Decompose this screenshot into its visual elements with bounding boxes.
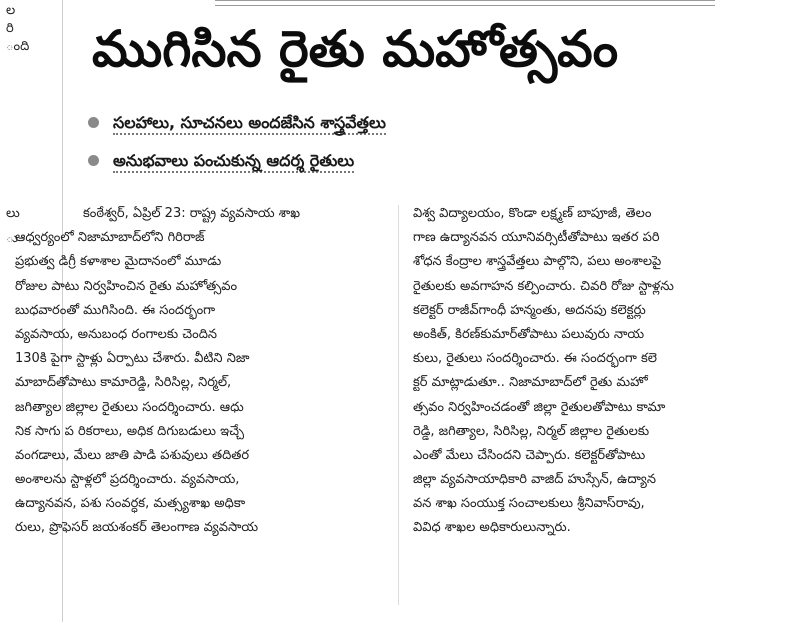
adjacent-text-fragment: ంది xyxy=(6,39,30,54)
body-line: క్టర్ మాట్లాడుతూ.. నిజామాబాద్‌లో రైతు మహో xyxy=(413,375,648,391)
article-body-right-column xyxy=(413,202,778,541)
subhead-text: అనుభవాలు పంచుకున్న ఆదర్శ రైతులు xyxy=(113,151,354,173)
body-line: అంకిత్, కిరణ్‌కుమార్‌తోపాటు పలువురు నాయ xyxy=(413,326,645,342)
body-line: మాబాద్‌తోపాటు కామారెడ్డి, సిరిసిల్ల, నిర్మల్, xyxy=(15,375,232,391)
body-line: విశ్వ విద్యాలయం, కొండా లక్ష్మణ్ బాపూజీ, తెలం xyxy=(413,206,652,221)
body-line: వంగడాలు, మేలు జాతి పాడి పశువులు తదితర xyxy=(15,447,250,463)
body-line: జగిత్యాల జిల్లాల రైతులు సందర్శించారు. ఆధు xyxy=(15,399,244,415)
body-line: వివిధ శాఖల అధికారులున్నారు. xyxy=(413,520,571,536)
body-line: ప్రభుత్వ డిగ్రీ కళాశాల మైదానంలో మూడు xyxy=(15,254,222,270)
subhead-1 xyxy=(88,110,386,136)
adjacent-text-fragment: లు xyxy=(6,206,20,221)
body-line: వన శాఖ సంయుక్త సంచాలకులు శ్రీనివాస్‌రావు, xyxy=(413,496,645,512)
article-body-left-column xyxy=(15,202,380,541)
adjacent-text-fragment: ు xyxy=(6,231,19,246)
body-line: రోజుల పాటు నిర్వహించిన రైతు మహోత్సవం xyxy=(15,278,238,294)
adjacent-text-fragment: రి xyxy=(6,21,14,36)
body-line: జిల్లా వ్యవసాయాధికారి వాజిద్ హుస్సేన్, ఉద్యాన xyxy=(413,472,657,488)
body-line: ఎంతో మేలు చేసిందని చెప్పారు. కలెక్టర్‌తోపాటు xyxy=(413,447,646,463)
body-line: రైతులకు అవగాహన కల్పించారు. చివరి రోజు స్టాళ్లను xyxy=(413,278,674,294)
body-line: 130కి పైగా స్టాళ్లు ఏర్పాటు చేశారు. వీటిని నిజా xyxy=(15,351,250,367)
adjacent-text-fragment: ల xyxy=(6,3,16,18)
body-line: ఉద్యానవన, పశు సంవర్ధక, మత్స్యశాఖ అధికా xyxy=(15,496,246,512)
body-line: బుధవారంతో ముగిసింది. ఈ సందర్భంగా xyxy=(15,302,216,318)
top-rule xyxy=(215,0,715,6)
body-line: త్సవం నిర్వహించడంతో జిల్లా రైతులతోపాటు కామా xyxy=(413,399,666,415)
body-line: కంఠేశ్వర్, ఏప్రిల్ 23: రాష్ట్ర వ్యవసాయ శాఖ xyxy=(83,206,301,221)
column-divider xyxy=(398,205,399,605)
subhead-2 xyxy=(88,148,354,174)
body-line: వ్యవసాయ, అనుబంధ రంగాలకు చెందిన xyxy=(15,326,218,342)
bullet-icon xyxy=(88,155,99,166)
body-line: నిక సాగు ప రికరాలు, అధిక దిగుబడులు ఇచ్చే xyxy=(15,423,245,439)
body-line: ఆధ్వర్యంలో నిజామాబాద్‌లోని గిరిరాజ్ xyxy=(15,230,205,246)
body-line: అంశాలను స్టాళ్లలో ప్రదర్శించారు. వ్యవసాయ, xyxy=(15,472,240,488)
body-line: గాణ ఉద్యానవన యూనివర్సిటీతోపాటు ఇతర పరి xyxy=(413,230,660,246)
body-line: కలెక్టర్ రాజీవ్‌గాంధీ హన్మంతు, అదనపు కలెక్టర్లు xyxy=(413,302,646,318)
bullet-icon xyxy=(88,117,99,128)
article-headline: ముగిసిన రైతు మహోత్సవం xyxy=(92,20,619,78)
subhead-text: సలహాలు, సూచనలు అందజేసిన శాస్త్రవేత్తలు xyxy=(113,113,386,135)
body-line: రులు, ప్రొఫెసర్ జయశంకర్ తెలంగాణ వ్యవసాయ xyxy=(15,520,259,536)
body-line: శోధన కేంద్రాల శాస్త్రవేత్తలు పాల్గొని, పలు అంశాలపై xyxy=(413,254,662,270)
body-line: కులు, రైతులు సందర్శించారు. ఈ సందర్భంగా కలె xyxy=(413,351,658,367)
body-line: రెడ్డి, జగిత్యాల, సిరిసిల్ల, నిర్మల్ జిల్లాల రైతులకు xyxy=(413,423,650,439)
